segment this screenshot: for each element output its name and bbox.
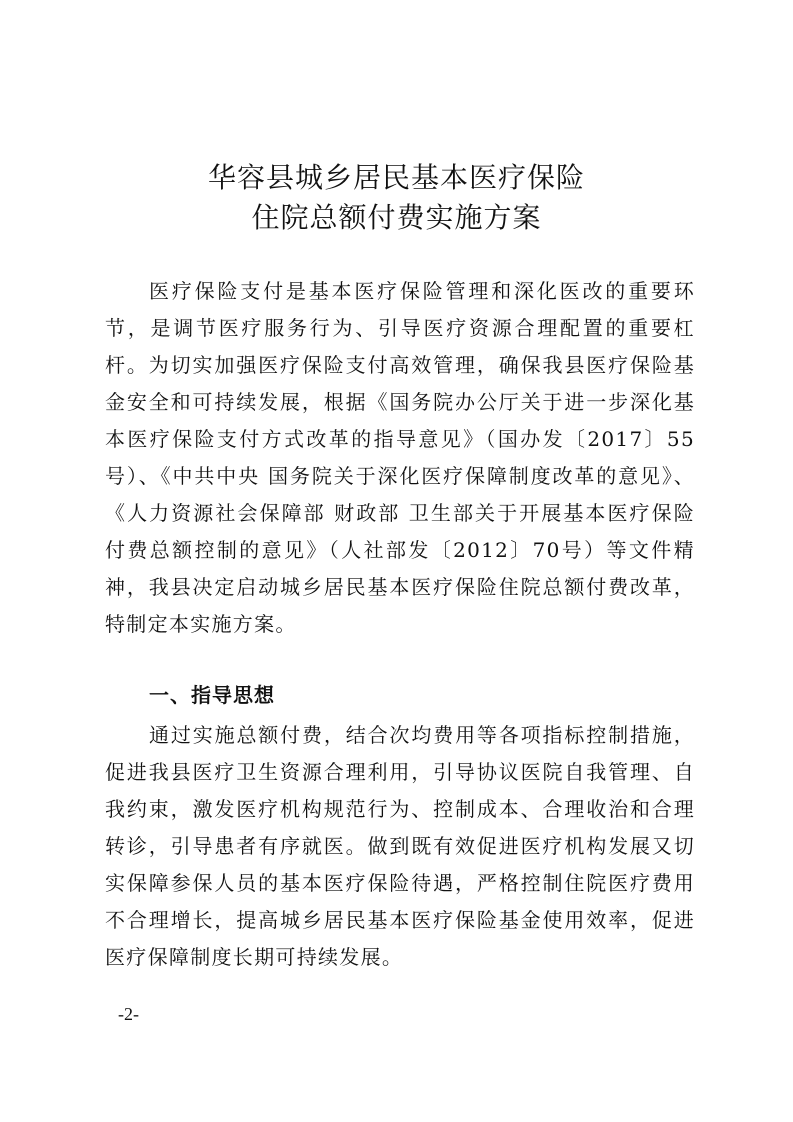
document-title-line-1: 华容县城乡居民基本医疗保险 xyxy=(207,161,585,194)
guiding-ideology-paragraph: 通过实施总额付费，结合次均费用等各项指标控制措施，促进我县医疗卫生资源合理利用，引导协议医院自我管理、自我约束，激发医疗机构规范行为、控制成本、合理收治和合理转诊，引导患者有序就医。做到既有效促进医疗机构发展又切实保障参保人员的基本医疗保险待遇，严格控制住院医疗费用不合理增长，提高城乡居民基本医疗保险基金使用效率，促进医疗保障制度长期可持续发展。 xyxy=(105,723,695,969)
page-number: -2- xyxy=(118,1004,139,1024)
document-title-line-2: 住院总额付费实施方案 xyxy=(251,201,542,234)
section-heading-guiding-ideology: 一、指导思想 xyxy=(149,683,275,707)
intro-paragraph: 医疗保险支付是基本医疗保险管理和深化医改的重要环节，是调节医疗服务行为、引导医疗资源合理配置的重要杠杆。为切实加强医疗保险支付高效管理，确保我县医疗保险基金安全和可持续发展，根据《国务院办公厅关于进一步深化基本医疗保险支付方式改革的指导意见》（国办发〔2017〕55号）、《中共中央 国务院关于深化医疗保障制度改革的意见》、《人力资源社会保障部 财政部 卫生部关于开展基本医疗保险付费总额控制的意见》（人社部发〔2012〕70号）等文件精神，我县决定启动城乡居民基本医疗保险住院总额付费改革，特制定本实施方案。 xyxy=(105,279,695,636)
